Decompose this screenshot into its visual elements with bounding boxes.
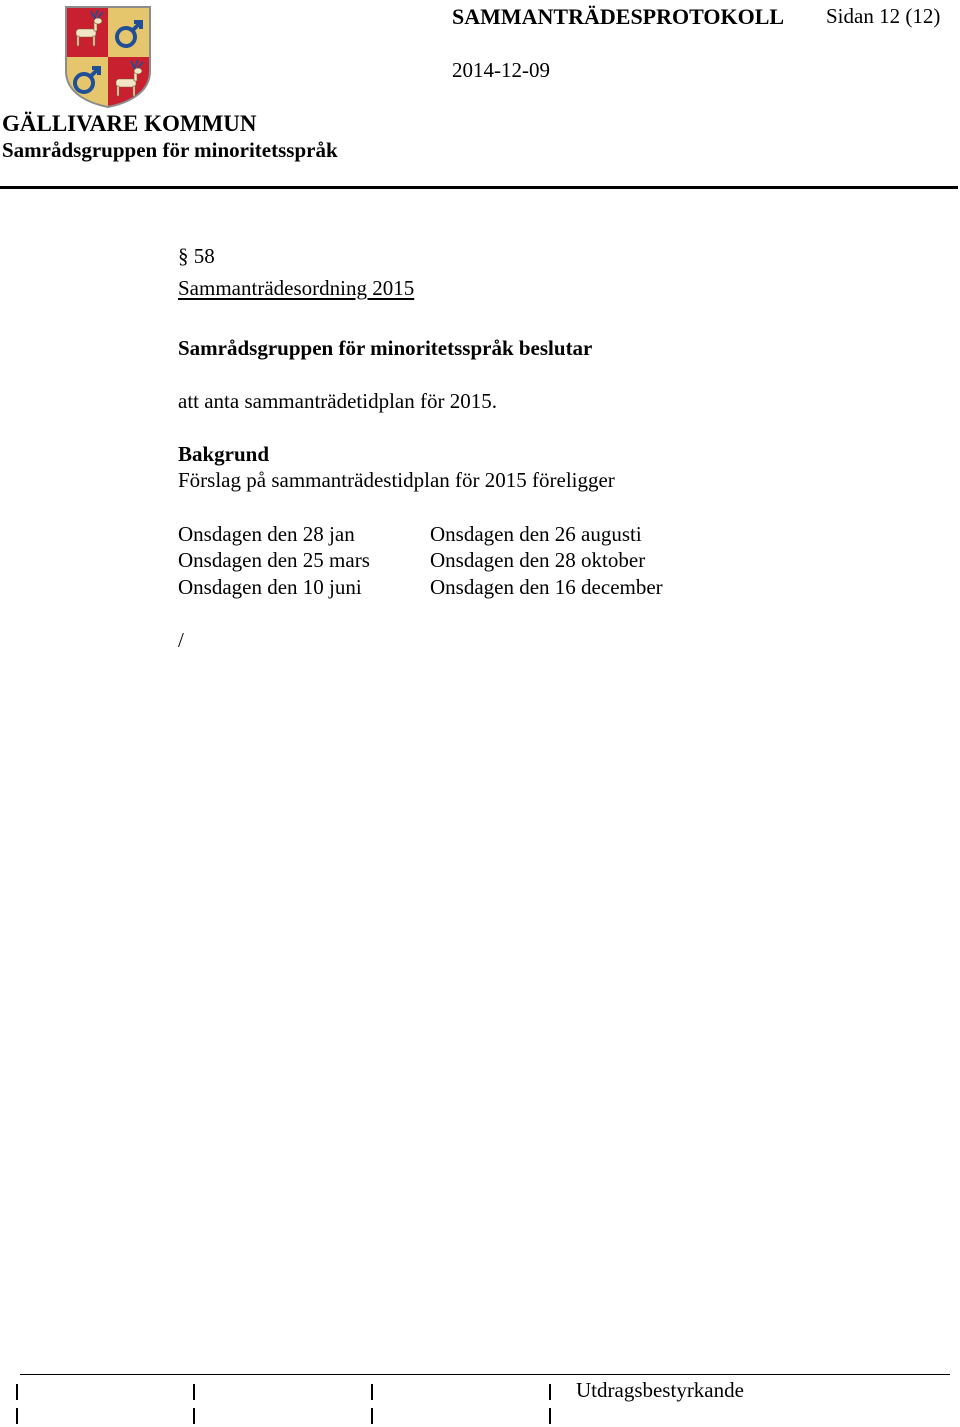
signature-field-divider [16,1384,18,1400]
coat-of-arms-graphic [64,5,152,109]
signature-field-divider [371,1408,373,1424]
header-divider [0,186,958,189]
signature-field-divider [549,1384,551,1400]
meeting-date: Onsdagen den 16 december [430,575,663,599]
page-number: Sidan 12 (12) [826,4,941,28]
signature-field-divider [371,1384,373,1400]
signature-field-divider [193,1408,195,1424]
document-type: SAMMANTRÄDESPROTOKOLL [452,4,785,29]
certification-label: Utdragsbestyrkande [576,1378,744,1402]
meeting-date: Onsdagen den 28 oktober [430,548,646,572]
meeting-date: Onsdagen den 10 juni [178,575,362,599]
closing-mark: / [178,628,184,652]
department-name: Samrådsgruppen för minoritetsspråk [2,138,338,162]
meeting-date: Onsdagen den 28 jan [178,522,355,546]
background-text: Förslag på sammanträdestidplan för 2015 föreligger [178,468,615,492]
decision-text: att anta sammanträdetidplan för 2015. [178,389,497,413]
signature-field-divider [193,1384,195,1400]
meeting-date: Onsdagen den 26 augusti [430,522,642,546]
paragraph-number: § 58 [178,244,215,268]
organisation-name: GÄLLIVARE KOMMUN [2,111,257,136]
signature-field-divider [16,1408,18,1424]
coat-of-arms-icon [64,5,152,109]
background-heading: Bakgrund [178,442,270,466]
footer-divider [20,1374,950,1375]
paragraph-title: Sammanträdesordning 2015 [178,276,415,300]
document-date: 2014-12-09 [452,58,550,82]
decision-heading: Samrådsgruppen för minoritetsspråk beslutar [178,336,593,360]
meeting-date: Onsdagen den 25 mars [178,548,370,572]
signature-field-divider [549,1408,551,1424]
